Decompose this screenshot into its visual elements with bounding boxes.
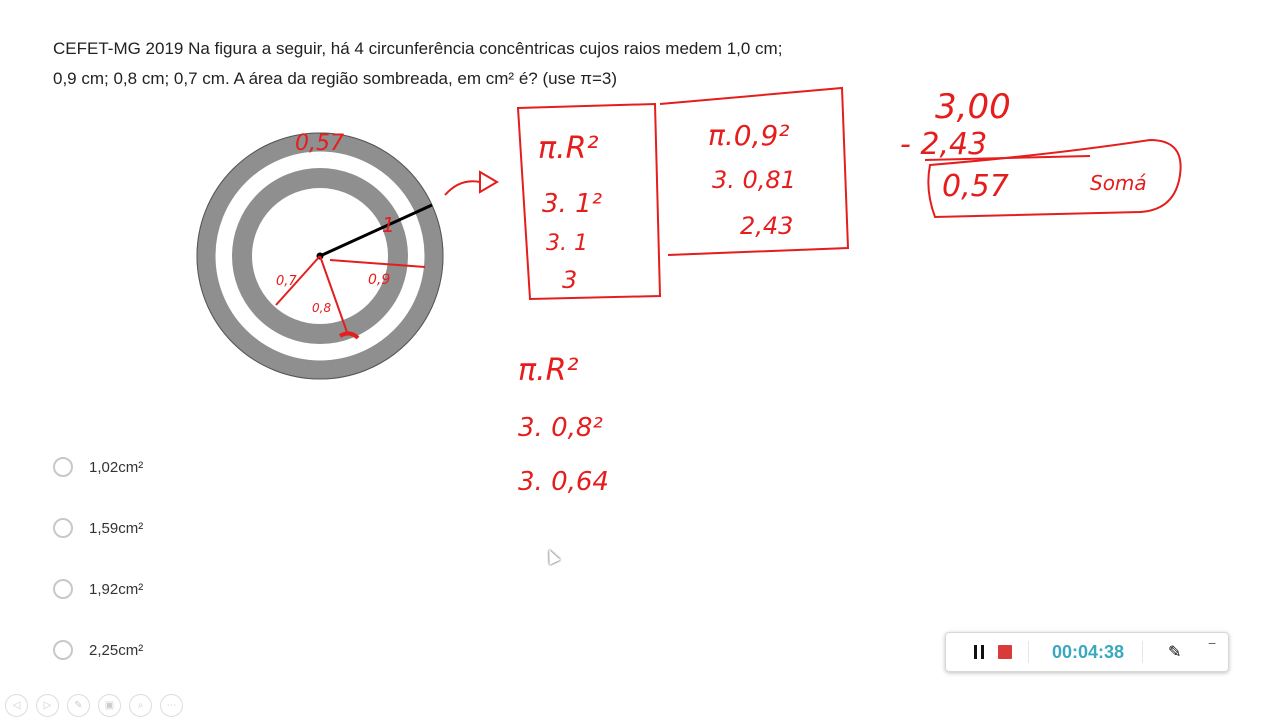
question-line-2: 0,9 cm; 0,8 cm; 0,7 cm. A área da região sombreada, em cm² é? (use π=3) — [53, 69, 618, 88]
slides-icon[interactable]: ▣ — [98, 694, 121, 717]
option-b[interactable] — [53, 518, 143, 538]
annotation-radius-07: 0,7 — [276, 274, 297, 289]
calc-line: 0,57 — [942, 169, 1009, 204]
annotation-radius-08: 0,8 — [312, 301, 332, 315]
box2-line: 3. 0,81 — [712, 166, 796, 194]
pen-icon[interactable]: ✎ — [67, 694, 90, 717]
option-c[interactable] — [53, 579, 143, 599]
pause-button[interactable] — [974, 645, 984, 659]
radio-button[interactable] — [53, 640, 73, 660]
prev-icon[interactable]: ◁ — [5, 694, 28, 717]
box1-line: 3. 1 — [546, 231, 588, 256]
minimize-icon[interactable]: − — [1208, 635, 1217, 651]
divider — [1142, 641, 1143, 663]
option-a[interactable] — [53, 457, 143, 477]
slide-nav-bar — [5, 694, 183, 717]
zoom-icon[interactable]: ⌕ — [129, 694, 152, 717]
radio-button[interactable] — [53, 457, 73, 477]
pen-icon[interactable]: ✎ — [1168, 644, 1182, 661]
lower-line: 3. 0,64 — [518, 467, 609, 497]
lower-line: π.R² — [518, 353, 579, 388]
option-label: 1,92cm² — [89, 580, 144, 598]
stop-button[interactable] — [998, 645, 1012, 659]
box2-line: π.0,9² — [708, 119, 790, 152]
option-label: 2,25cm² — [89, 641, 144, 659]
radio-button[interactable] — [53, 579, 73, 599]
calc-line: 3,00 — [935, 87, 1011, 127]
recording-timer: 00:04:38 — [1052, 642, 1125, 662]
annotation-radius-1: 1 — [382, 213, 395, 237]
calc-line: - 2,43 — [900, 127, 988, 162]
box1-line: 3 — [562, 266, 578, 294]
box2-line: 2,43 — [740, 212, 794, 240]
option-d[interactable] — [53, 640, 143, 660]
more-icon[interactable]: ⋯ — [160, 694, 183, 717]
annotation-result-top: 0,57 — [295, 131, 344, 156]
box1-line: 3. 1² — [542, 189, 603, 219]
option-label: 1,59cm² — [89, 519, 144, 537]
calc-line: Somá — [1090, 171, 1147, 195]
recording-toolbar — [945, 632, 1229, 672]
divider — [1028, 641, 1029, 663]
annotation-radius-09: 0,9 — [368, 272, 391, 288]
radio-button[interactable] — [53, 518, 73, 538]
box1-line: π.R² — [538, 131, 599, 166]
lower-line: 3. 0,8² — [518, 413, 603, 443]
next-icon[interactable]: ▷ — [36, 694, 59, 717]
option-label: 1,02cm² — [89, 458, 144, 476]
question-line-1: CEFET-MG 2019 Na figura a seguir, há 4 circunferência concêntricas cujos raios medem 1,0 cm; — [53, 39, 783, 58]
